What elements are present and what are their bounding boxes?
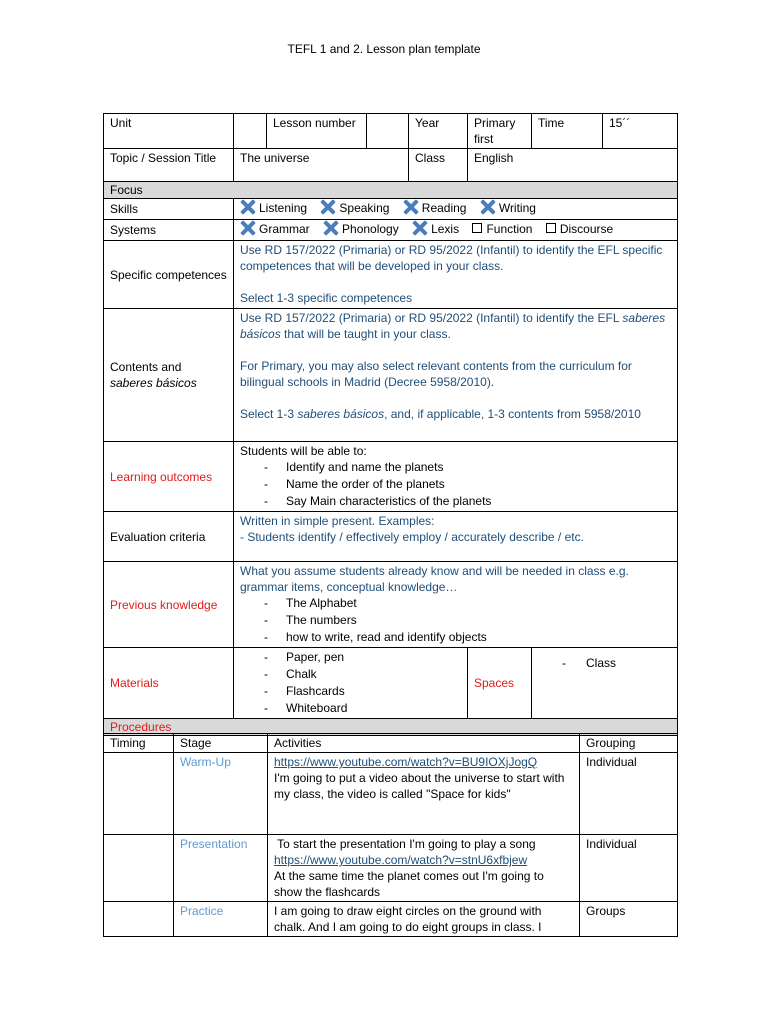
year-value: Primary first — [468, 114, 532, 149]
procedures-header-row — [104, 734, 678, 753]
skill-speaking[interactable]: Speaking — [320, 200, 389, 216]
grouping-cell: Individual — [580, 753, 678, 835]
checked-x-icon — [403, 200, 419, 214]
stage-header: Stage — [174, 734, 268, 753]
list-item: - The Alphabet — [240, 595, 671, 612]
system-lexis[interactable]: Lexis — [412, 221, 459, 237]
table-row — [104, 902, 678, 937]
list-item: - Identify and name the planets — [240, 459, 671, 476]
lesson-plan-table — [103, 113, 678, 736]
checked-x-icon — [480, 200, 496, 214]
grouping-cell: Individual — [580, 835, 678, 902]
evaluation-label: Evaluation criteria — [104, 512, 234, 562]
timing-cell — [104, 835, 174, 902]
competences-label: Specific competences — [104, 241, 234, 309]
lesson-number-value — [367, 114, 409, 149]
contents-content: Use RD 157/2022 (Primaria) or RD 95/2022 (Infantil) to identify the EFL saberes básicos that will be taught in your class. For Primary, you may also select relevant contents from the curriculum for bilingual schools in Madrid (Decree 5958/2010). Select 1-3 saberes básicos, and, if applicable, 1-3 contents from 5958/2010 — [234, 309, 678, 442]
list-item: - Flashcards — [240, 683, 461, 700]
youtube-link[interactable]: https://www.youtube.com/watch?v=stnU6xfbjew — [274, 853, 528, 867]
competences-row — [104, 241, 678, 309]
previous-knowledge-label: Previous knowledge — [104, 562, 234, 648]
system-function[interactable]: Function — [472, 221, 532, 237]
youtube-link[interactable]: https://www.youtube.com/watch?v=BU9IOXjJogQ — [274, 755, 538, 769]
checked-x-icon — [320, 200, 336, 214]
list-item: - Whiteboard — [240, 700, 461, 717]
timing-header: Timing — [104, 734, 174, 753]
contents-label: Contents and saberes básicos — [104, 309, 234, 442]
activities-cell: https://www.youtube.com/watch?v=BU9IOXjJogQ I'm going to put a video about the universe to start with my class, the video is called "Space for kids" — [268, 753, 580, 835]
stage-cell: Presentation — [174, 835, 268, 902]
focus-heading: Focus — [104, 182, 678, 199]
year-label: Year — [409, 114, 468, 149]
focus-row — [104, 182, 678, 199]
list-item: - Class — [538, 655, 671, 672]
system-phonology[interactable]: Phonology — [323, 221, 399, 237]
procedures-heading: Procedures — [104, 719, 678, 736]
checkbox-empty-icon — [546, 223, 556, 233]
topic-label: Topic / Session Title — [104, 149, 234, 182]
materials-content — [234, 648, 468, 719]
spaces-label: Spaces — [468, 648, 532, 719]
checked-x-icon — [412, 221, 428, 235]
learning-outcomes-content: Students will be able to: - Identify and name the planets - Name the order of the planets - Say Main characteristics of the planets — [234, 442, 678, 512]
outcomes-row — [104, 442, 678, 512]
list-item: - how to write, read and identify objects — [240, 629, 671, 646]
previous-knowledge-row — [104, 562, 678, 648]
learning-outcomes-label: Learning outcomes — [104, 442, 234, 512]
unit-label: Unit — [104, 114, 234, 149]
stage-cell: Practice — [174, 902, 268, 937]
procedures-table — [103, 733, 678, 937]
systems-label: Systems — [104, 220, 234, 241]
systems-options — [234, 220, 678, 241]
skills-label: Skills — [104, 199, 234, 220]
activities-cell: I am going to draw eight circles on the ground with chalk. And I am going to do eight groups in class. I — [268, 902, 580, 937]
list-item: - Name the order of the planets — [240, 476, 671, 493]
timing-cell — [104, 753, 174, 835]
class-label: Class — [409, 149, 468, 182]
previous-knowledge-content: What you assume students already know and will be needed in class e.g. grammar items, conceptual knowledge… - The Alphabet - The numbers - how to write, read and identify objects — [234, 562, 678, 648]
materials-list — [240, 649, 461, 717]
skill-reading[interactable]: Reading — [403, 200, 467, 216]
header-row-1 — [104, 114, 678, 149]
checked-x-icon — [240, 200, 256, 214]
unit-value — [234, 114, 267, 149]
time-label: Time — [532, 114, 603, 149]
checked-x-icon — [240, 221, 256, 235]
header-row-2 — [104, 149, 678, 182]
systems-row — [104, 220, 678, 241]
list-item: - The numbers — [240, 612, 671, 629]
spaces-content — [532, 648, 678, 719]
system-discourse[interactable]: Discourse — [546, 221, 613, 237]
skill-listening[interactable]: Listening — [240, 200, 307, 216]
table-row — [104, 753, 678, 835]
time-value: 15´´ — [603, 114, 678, 149]
list-item: - Paper, pen — [240, 649, 461, 666]
checkbox-empty-icon — [472, 223, 482, 233]
grouping-header: Grouping — [580, 734, 678, 753]
page-title: TEFL 1 and 2. Lesson plan template — [287, 42, 481, 56]
topic-value: The universe — [234, 149, 409, 182]
contents-row — [104, 309, 678, 442]
evaluation-content: Written in simple present. Examples: - Students identify / effectively employ / accurately describe / etc. — [234, 512, 678, 562]
activities-header: Activities — [268, 734, 580, 753]
skill-writing[interactable]: Writing — [480, 200, 536, 216]
evaluation-row — [104, 512, 678, 562]
grouping-cell: Groups — [580, 902, 678, 937]
class-value: English — [468, 149, 678, 182]
materials-row — [104, 648, 678, 719]
list-item: - Say Main characteristics of the planets — [240, 493, 671, 510]
stage-cell: Warm-Up — [174, 753, 268, 835]
system-grammar[interactable]: Grammar — [240, 221, 310, 237]
activities-cell: To start the presentation I'm going to play a song https://www.youtube.com/watch?v=stnU6xfbjew At the same time the planet comes out I'm going to show the flashcards — [268, 835, 580, 902]
skills-row — [104, 199, 678, 220]
previous-knowledge-list — [240, 595, 671, 646]
competences-content: Use RD 157/2022 (Primaria) or RD 95/2022 (Infantil) to identify the EFL specific competences that will be developed in your class. Select 1-3 specific competences — [234, 241, 678, 309]
timing-cell — [104, 902, 174, 937]
outcomes-list — [240, 459, 671, 510]
checked-x-icon — [323, 221, 339, 235]
materials-label: Materials — [104, 648, 234, 719]
table-row — [104, 835, 678, 902]
skills-options — [234, 199, 678, 220]
list-item: - Chalk — [240, 666, 461, 683]
lesson-number-label: Lesson number — [267, 114, 367, 149]
